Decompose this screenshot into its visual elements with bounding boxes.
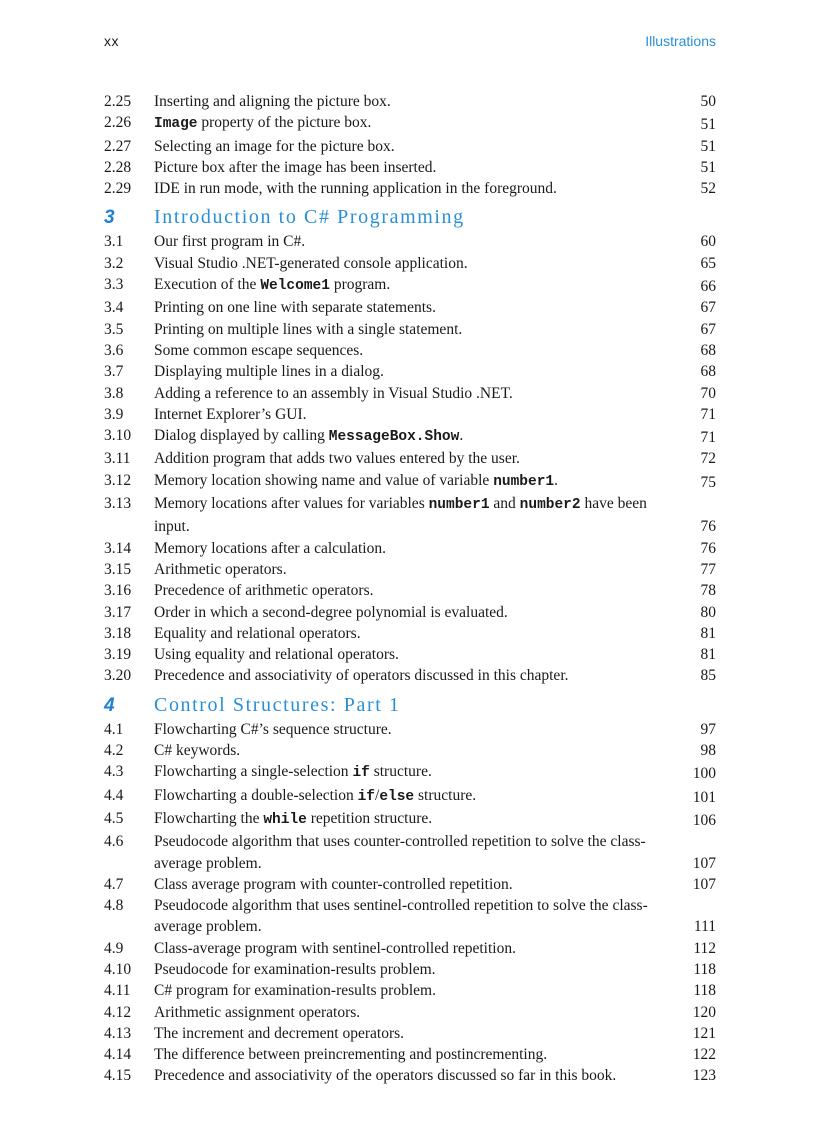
figure-caption <box>154 404 664 425</box>
figure-number: 4.3 <box>104 763 124 781</box>
figure-caption <box>154 740 664 761</box>
code-term: Welcome1 <box>260 278 330 295</box>
page-ref: 80 <box>700 603 716 621</box>
caption-text: Class-average program with sentinel-controlled repetition. <box>154 939 516 957</box>
list-item <box>104 719 716 740</box>
figure-number: 3.15 <box>104 560 132 578</box>
figure-caption <box>154 231 664 252</box>
figure-number: 4.7 <box>104 875 124 893</box>
page-ref: 122 <box>692 1046 716 1064</box>
caption-text: property of the picture box. <box>197 114 372 132</box>
page-ref: 76 <box>700 518 716 536</box>
running-header: Illustrations <box>645 33 716 49</box>
figure-number: 3.19 <box>104 646 132 664</box>
page-ref: 76 <box>700 539 716 557</box>
caption-text: Precedence of arithmetic operators. <box>154 582 374 600</box>
caption-text: Flowcharting the <box>154 809 264 827</box>
page-ref: 78 <box>700 582 716 600</box>
caption-text: Displaying multiple lines in a dialog. <box>154 363 384 381</box>
page-ref: 112 <box>693 939 716 957</box>
caption-text: Internet Explorer’s GUI. <box>154 405 307 423</box>
figure-caption <box>154 831 664 874</box>
figure-number: 2.26 <box>104 114 132 132</box>
caption-text: Picture box after the image has been inserted. <box>154 158 437 176</box>
caption-text: Memory location showing name and value of variable <box>154 471 494 489</box>
figure-caption <box>154 808 664 831</box>
figure-caption <box>154 1002 664 1023</box>
figure-caption <box>154 719 664 740</box>
figure-number: 3.1 <box>104 233 124 251</box>
chapter-number: 4 <box>104 694 115 716</box>
figure-number: 4.12 <box>104 1003 132 1021</box>
figure-caption <box>154 938 664 959</box>
figure-number: 4.9 <box>104 939 124 957</box>
caption-text: Arithmetic operators. <box>154 560 287 578</box>
chapter-heading <box>104 205 716 231</box>
figure-number: 3.14 <box>104 539 132 557</box>
figure-number: 2.29 <box>104 180 132 198</box>
caption-text: Precedence and associativity of operators discussed in this chapter. <box>154 667 569 685</box>
figure-caption <box>154 602 664 623</box>
list-item <box>104 274 716 297</box>
caption-text: Pseudocode for examination-results problem. <box>154 960 436 978</box>
figure-caption <box>154 980 664 1001</box>
chapter-section <box>104 693 716 1087</box>
page-ref: 71 <box>700 429 716 447</box>
page-ref: 123 <box>692 1067 716 1085</box>
list-item <box>104 361 716 382</box>
list-item <box>104 808 716 831</box>
figure-number: 4.11 <box>104 982 131 1000</box>
chapter-section <box>104 205 716 686</box>
chapter-heading <box>104 693 716 719</box>
page-ref: 75 <box>700 473 716 491</box>
page-ref: 121 <box>692 1024 716 1042</box>
figure-number: 4.2 <box>104 742 124 760</box>
caption-text: Pseudocode algorithm that uses counter-controlled repetition to solve the class-average problem. <box>154 833 646 872</box>
caption-text: Flowcharting a double-selection <box>154 786 358 804</box>
caption-text: and <box>489 495 520 513</box>
caption-text: Printing on one line with separate statements. <box>154 299 436 317</box>
list-item <box>104 297 716 318</box>
figure-number: 3.10 <box>104 427 132 445</box>
caption-text: Some common escape sequences. <box>154 341 364 359</box>
caption-text: Pseudocode algorithm that uses sentinel-controlled repetition to solve the class-average problem. <box>154 897 648 936</box>
figure-number: 4.8 <box>104 897 124 915</box>
list-item <box>104 448 716 469</box>
code-term: if <box>357 788 376 805</box>
list-item <box>104 785 716 808</box>
caption-text: structure. <box>369 763 432 781</box>
caption-text: Execution of the <box>154 276 261 294</box>
figure-number: 3.17 <box>104 603 132 621</box>
page-ref: 66 <box>700 278 716 296</box>
figure-caption <box>154 448 664 469</box>
list-item <box>104 136 716 157</box>
list-item <box>104 980 716 1001</box>
page-ref: 51 <box>700 116 716 134</box>
figure-caption <box>154 785 664 808</box>
page-ref: 67 <box>700 299 716 317</box>
figure-caption <box>154 136 664 157</box>
figure-caption <box>154 644 664 665</box>
caption-text: C# keywords. <box>154 742 241 760</box>
chapter-title: Introduction to C# Programming <box>154 206 465 229</box>
figure-caption <box>154 623 664 644</box>
figure-number: 2.28 <box>104 158 132 176</box>
code-term: else <box>379 788 415 805</box>
caption-text: program. <box>329 276 391 294</box>
caption-text: structure. <box>414 786 477 804</box>
figure-caption <box>154 157 664 178</box>
figure-number: 4.6 <box>104 833 124 851</box>
page-ref: 68 <box>700 341 716 359</box>
page-ref: 51 <box>700 137 716 155</box>
figure-number: 3.11 <box>104 450 131 468</box>
figure-caption <box>154 538 664 559</box>
illustrations-list <box>104 91 716 1087</box>
chapter-title: Control Structures: Part 1 <box>154 693 401 716</box>
caption-text: have been input. <box>154 495 647 536</box>
list-item <box>104 231 716 252</box>
code-term: while <box>263 811 307 828</box>
list-item <box>104 761 716 784</box>
code-term: number2 <box>519 497 581 514</box>
figure-caption <box>154 580 664 601</box>
caption-text: Printing on multiple lines with a single statement. <box>154 320 463 338</box>
list-item <box>104 938 716 959</box>
list-item <box>104 157 716 178</box>
caption-text: Inserting and aligning the picture box. <box>154 93 391 110</box>
figure-caption <box>154 1065 664 1086</box>
figure-caption <box>154 178 664 199</box>
figure-caption <box>154 425 664 448</box>
list-item <box>104 1023 716 1044</box>
figure-number: 4.14 <box>104 1046 132 1064</box>
page-ref: 118 <box>693 960 716 978</box>
figure-caption <box>154 319 664 340</box>
figure-number: 4.15 <box>104 1067 132 1085</box>
caption-text: Dialog displayed by calling <box>154 427 329 445</box>
caption-text: Selecting an image for the picture box. <box>154 137 395 155</box>
caption-text: . <box>554 471 558 489</box>
figure-number: 3.8 <box>104 384 124 402</box>
page-ref: 100 <box>692 765 716 783</box>
chapter-number: 3 <box>104 207 115 229</box>
list-item <box>104 644 716 665</box>
figure-number: 4.1 <box>104 720 124 738</box>
figure-number: 4.4 <box>104 786 124 804</box>
caption-text: / <box>375 786 380 804</box>
caption-text: Class average program with counter-controlled repetition. <box>154 875 513 893</box>
caption-text: Visual Studio .NET-generated console application. <box>154 254 468 272</box>
page-ref: 111 <box>693 918 716 936</box>
list-item <box>104 319 716 340</box>
caption-text: IDE in run mode, with the running application in the foreground. <box>154 180 557 198</box>
page-ref: 50 <box>700 93 716 110</box>
caption-text: . <box>459 427 464 445</box>
page-ref: 118 <box>693 982 716 1000</box>
figure-caption <box>154 874 664 895</box>
figure-caption <box>154 959 664 980</box>
caption-text: Arithmetic assignment operators. <box>154 1003 361 1021</box>
figure-number: 2.25 <box>104 93 132 110</box>
list-item <box>104 831 716 874</box>
list-item <box>104 874 716 895</box>
list-item <box>104 383 716 404</box>
page-ref: 98 <box>700 742 716 760</box>
code-term: Image <box>154 116 198 133</box>
figure-caption <box>154 493 664 538</box>
caption-text: Flowcharting a single-selection <box>154 763 353 781</box>
figure-caption <box>154 761 664 784</box>
figure-number: 4.5 <box>104 809 124 827</box>
caption-text: Using equality and relational operators. <box>154 646 399 664</box>
page-ref: 77 <box>700 560 716 578</box>
page-ref: 107 <box>692 875 716 893</box>
list-item <box>104 623 716 644</box>
figure-caption <box>154 340 664 361</box>
page-ref: 68 <box>700 363 716 381</box>
list-item <box>104 112 716 135</box>
page-ref: 65 <box>700 254 716 272</box>
figure-caption <box>154 361 664 382</box>
caption-text: Our first program in C#. <box>154 233 306 251</box>
list-item <box>104 559 716 580</box>
page-ref: 52 <box>700 180 716 198</box>
figure-number: 3.5 <box>104 320 124 338</box>
list-item <box>104 404 716 425</box>
caption-text: Flowcharting C#’s sequence structure. <box>154 720 392 738</box>
caption-text: Precedence and associativity of the operators discussed so far in this book. <box>154 1067 617 1085</box>
caption-text: The difference between preincrementing and postincrementing. <box>154 1046 548 1064</box>
page-ref: 97 <box>700 720 716 738</box>
code-term: number1 <box>493 473 555 490</box>
figure-caption <box>154 112 664 135</box>
figure-number: 3.13 <box>104 495 132 513</box>
caption-text: Memory locations after values for variables <box>154 495 429 513</box>
list-item <box>104 91 716 112</box>
page-ref: 70 <box>700 384 716 402</box>
list-item <box>104 493 716 538</box>
figure-number: 3.4 <box>104 299 124 317</box>
caption-text: Order in which a second-degree polynomial is evaluated. <box>154 603 508 621</box>
caption-text: Equality and relational operators. <box>154 624 361 642</box>
figure-caption <box>154 297 664 318</box>
figure-caption <box>154 1023 664 1044</box>
page-ref: 60 <box>700 233 716 251</box>
page-ref: 120 <box>692 1003 716 1021</box>
code-term: if <box>352 765 370 782</box>
page-ref: 67 <box>700 320 716 338</box>
figure-caption <box>154 1044 664 1065</box>
list-item <box>104 425 716 448</box>
caption-text: The increment and decrement operators. <box>154 1024 405 1042</box>
list-item <box>104 665 716 686</box>
caption-text: C# program for examination-results problem. <box>154 982 436 1000</box>
page-number: xx <box>104 33 119 49</box>
figure-number: 3.9 <box>104 405 124 423</box>
list-item <box>104 740 716 761</box>
figure-caption <box>154 559 664 580</box>
code-term: number1 <box>428 497 490 514</box>
list-item <box>104 1044 716 1065</box>
figure-number: 3.12 <box>104 471 132 489</box>
chapter-section <box>104 91 716 199</box>
figure-caption <box>154 665 664 686</box>
page-ref: 71 <box>700 405 716 423</box>
page-ref: 101 <box>692 788 716 806</box>
figure-number: 3.18 <box>104 624 132 642</box>
code-term: MessageBox.Show <box>328 429 460 446</box>
caption-text: repetition structure. <box>306 809 433 827</box>
figure-caption <box>154 274 664 297</box>
page-ref: 107 <box>692 854 716 872</box>
page-ref: 81 <box>700 646 716 664</box>
figure-caption <box>154 91 664 112</box>
figure-number: 3.2 <box>104 254 124 272</box>
list-item <box>104 340 716 361</box>
list-item <box>104 580 716 601</box>
page-ref: 72 <box>700 450 716 468</box>
figure-number: 4.13 <box>104 1024 132 1042</box>
list-item <box>104 178 716 199</box>
page-ref: 51 <box>700 158 716 176</box>
list-item <box>104 538 716 559</box>
list-item <box>104 470 716 493</box>
page-ref: 81 <box>700 624 716 642</box>
list-item <box>104 959 716 980</box>
caption-text: Addition program that adds two values entered by the user. <box>154 450 520 468</box>
figure-number: 3.7 <box>104 363 124 381</box>
figure-number: 3.20 <box>104 667 132 685</box>
figure-number: 3.16 <box>104 582 132 600</box>
list-item <box>104 895 716 938</box>
figure-number: 3.6 <box>104 341 124 359</box>
page-ref: 106 <box>692 811 716 829</box>
page-ref: 85 <box>700 667 716 685</box>
caption-text: Memory locations after a calculation. <box>154 539 386 557</box>
figure-caption <box>154 383 664 404</box>
list-item <box>104 1065 716 1086</box>
figure-caption <box>154 253 664 274</box>
figure-caption <box>154 470 664 493</box>
list-item <box>104 1002 716 1023</box>
figure-number: 3.3 <box>104 276 124 294</box>
list-item <box>104 253 716 274</box>
figure-caption <box>154 895 664 938</box>
figure-number: 4.10 <box>104 960 132 978</box>
figure-number: 2.27 <box>104 137 132 155</box>
caption-text: Adding a reference to an assembly in Visual Studio .NET. <box>154 384 513 402</box>
list-item <box>104 602 716 623</box>
